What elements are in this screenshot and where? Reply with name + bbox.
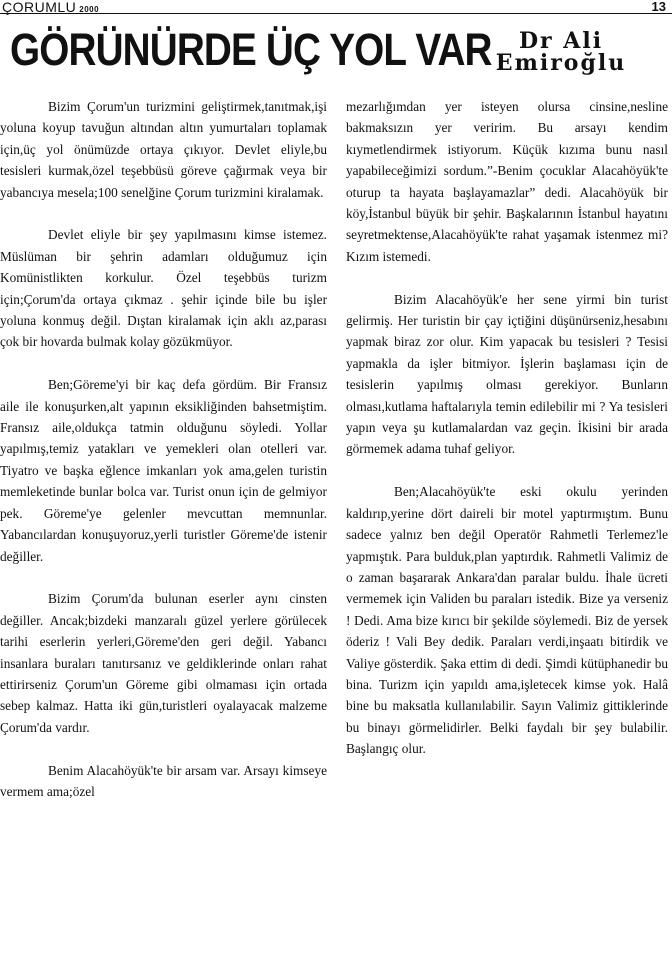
header-rule — [0, 13, 672, 14]
author-byline — [452, 30, 670, 74]
author-name-line2: Emiroğlu — [495, 50, 627, 76]
masthead — [2, 0, 99, 15]
page-number: 13 — [651, 0, 666, 14]
author-name-line1: Dr Ali — [518, 28, 604, 54]
paragraph: Bizim Çorum'un turizmini geliştirmek,tanıtmak,işi yoluna koyup tavuğun altından altın yumurtaları toplamak için,üç yol önümüzde ortaya çıkıyor. Devlet eliyle,bu tesisleri kurmak,özel teşebbüsü göreve çağırmak veya bir yabancıya mesela;100 senelğine Çorum turizmini kiralamak. — [0, 99, 327, 200]
paragraph: Bizim Alacahöyük'e her sene yirmi bin turist gelirmiş. Her turistin bir çay içtiğini düşünürseniz,hesabını yapmak biraz zor olur. Kim yapacak bu tesisleri ? Tesisi yapmakla da işler bitmiyor. İşlerin başlaması için de tesislerin yapılmış olması gerekiyor. Bunların olması,kutlama haftalarıyla temin edilebilir mi ? Ya tesisleri yapın veya şu kutlamalardan vaz geçin. İkisini bir arada görmemek adama tuhaf geliyor. — [346, 291, 668, 457]
paragraph: Ben;Göreme'yi bir kaç defa gördüm. Bir Fransız aile ile konuşurken,alt yapının eksikliğinden bahsetmiştim. Fransız aile,oldukça tatmin olduğunu söyledi. Yollar yapılmış,temiz yatakları ve yemekleri olan otelleri var. Tiyatro ve başka eğlence imkanları yok ama,gelen turistin memleketinde bunlar bolca var. Turist onun için de gelmiyor pek. Göreme'ye gelenler mevcuttan memnunlar. Yabancılardan konuşuyoruz,yerli turistler Göreme'de istenir değiller. — [0, 377, 327, 564]
left-column — [0, 96, 327, 802]
right-column — [346, 96, 668, 760]
paragraph-continued: mezarlığımdan yer isteyen olursa cinsine,nesline bakmaksızın yer veririm. Bu arsayı kendim kıymetlendirmek istiyorum. Küçük kızıma bunu nasıl yapabileceğimizi sordum.”-Benim çocuklar Alacahöyük'te oturup ta hayata başlayamazlar” dedi. Alacahöyük bir köy,İstanbul büyük bir şehir. Başkalarının İstanbul hayatını seyretmektense,Alacahöyük'te rahat yaşamak istenmez mi? Kızım istemedi. — [346, 99, 668, 264]
masthead-year: 2000 — [79, 5, 100, 14]
paragraph: Devlet eliyle bir şey yapılmasını kimse istemez. Müslüman bir şehrin adamları olduğumuz için Komünistlikten korkulur. Özel teşebbüs turizm için;Çorum'da ortaya çıkmaz . şehir içinde bile bu işler yoluna konmuş değil. Dıştan kiralamak için aklı az,parası çok bir hovarda bulmak kolay gözükmüyor. — [0, 227, 327, 350]
paragraph: Ben;Alacahöyük'te eski okulu yerinden kaldırıp,yerine dört daireli bir motel yaptırmıştım. Bunu sadece yalnız ben değil Operatör Rahmetli Terlemez'le yapmıştık. Para bulduk,plan yaptırdık. Rahmetli Valimiz de o zaman başararak Ankara'dan paralar buldu. İhale ücreti vermemek için Validen bu paraları istedik. Bize ya verseniz ! Dedi. Ama bize kırıcı bir şekilde söylemedi. Biz de yersek öderiz ! Vali Bey dedik. Paraları verdi,inşaatı bitirdik ve Valiye gösterdik. Şaka ettim di dedi. Şimdi kütüphanedir bu bina. Turizm için yapıldı ama,işletecek kimse yok. Halâ bine bu maksatla kullanılabilir. Sayın Valimiz gittiklerinde bu binayı görmelidirler. Belki faydalı bir şey bulabilir. Başlangıç olur. — [346, 484, 668, 757]
paragraph: Benim Alacahöyük'te bir arsam var. Arsayı kimseye vermem ama;özel — [0, 762, 327, 799]
paragraph: Bizim Çorum'da bulunan eserler aynı cinsten değiller. Ancak;bizdeki manzaralı güzel yerlere görülecek tarihi eserlerin yerleri,Göreme'den geri değil. Yabancı insanlara buraları tanıtırsanız ve geldiklerinde onları rahat ettirirseniz Çorum'un Göreme gibi olmaması için ortada sebep kalmaz. Hatta iki gün,turistleri oyalayacak malzeme Çorum'da vardır. — [0, 591, 327, 735]
masthead-title: ÇORUMLU — [2, 0, 77, 15]
article-headline: GÖRÜNÜRDE ÜÇ YOL VAR — [10, 24, 492, 75]
